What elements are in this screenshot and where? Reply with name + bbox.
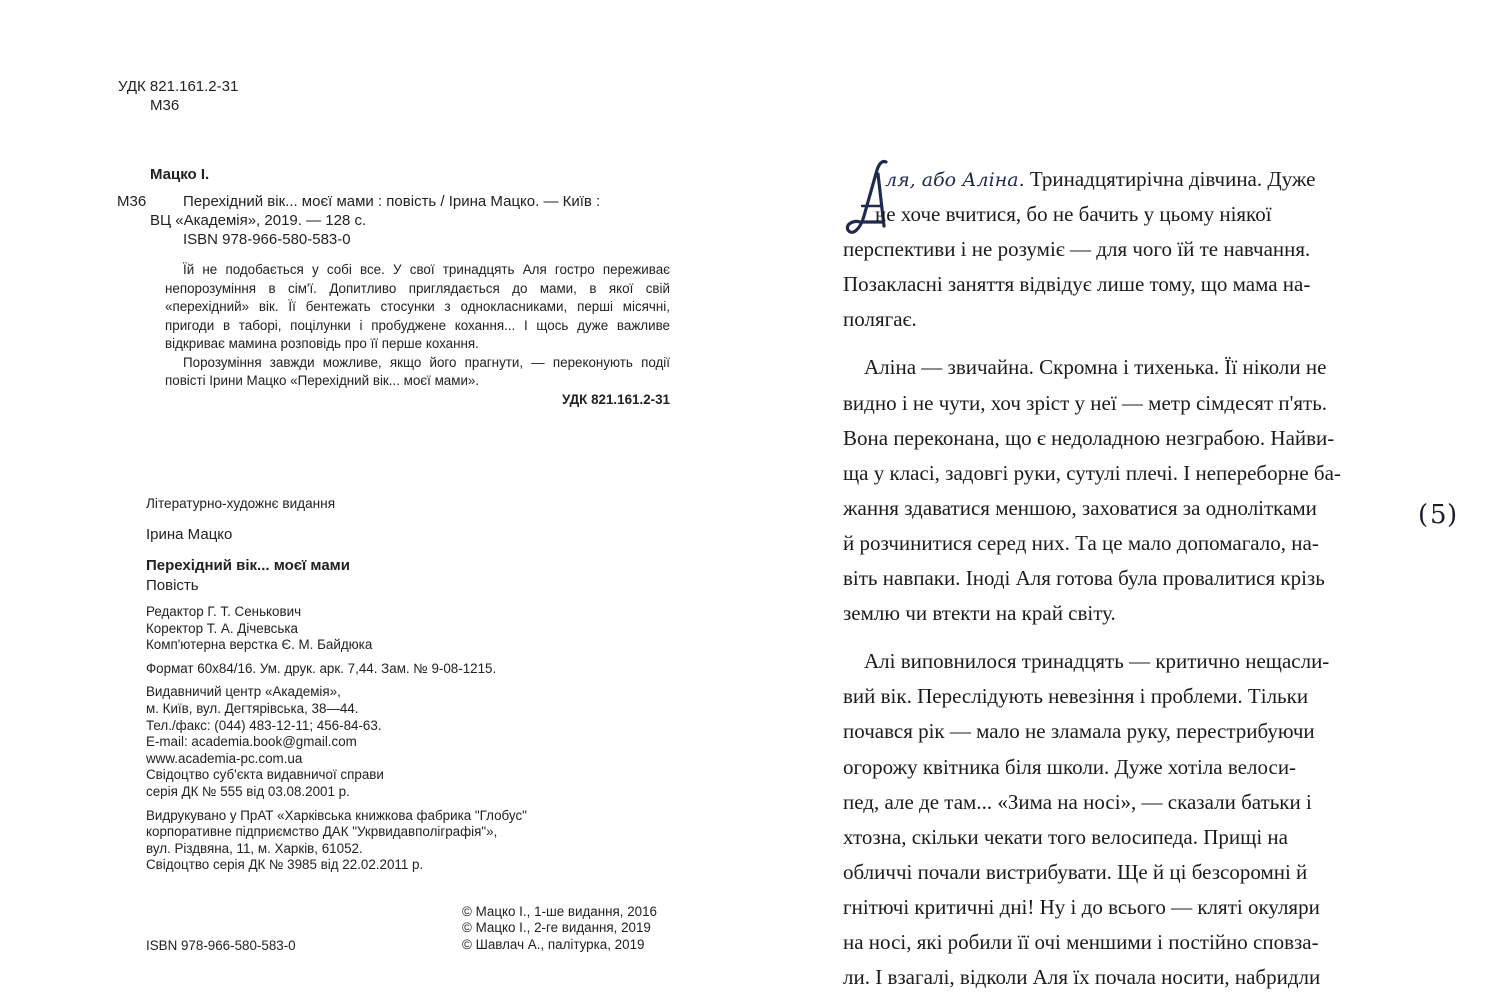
printer-line: Видрукувано у ПрАТ «Харківська книжкова фабрика "Глобус"	[146, 807, 527, 823]
text-line: на носі, які робили її очі меншими і постійно сповза-	[843, 929, 1319, 954]
format: Формат 60x84/16. Ум. друк. арк. 7,44. Зам. № 9-08-1215.	[146, 660, 497, 676]
imprint	[146, 604, 527, 874]
text-line: хтозна, скільки чекати того велосипеда. Прищі на	[843, 824, 1288, 849]
page-number: ( 5 )	[1418, 500, 1458, 530]
text-line: вий вік. Переслідують невезіння і проблеми. Тільки	[843, 684, 1309, 709]
text-line: видно і не чути, хоч зріст у неї — метр сімдесят п'ять.	[843, 390, 1328, 415]
book-title: Перехідний вік... моєї мами	[146, 557, 350, 574]
text-line: жання здаватися меншою, заховатися за однолітками	[843, 495, 1317, 520]
copyright-line: © Шавлач А., палітурка, 2019	[462, 936, 645, 952]
author-name: Ірина Мацко	[146, 526, 233, 543]
publisher-line: www.academia-pc.com.ua	[146, 750, 303, 766]
layout-credit: Комп'ютерна верстка Є. М. Байдюка	[146, 637, 373, 653]
proofreader: Коректор Т. А. Дічевська	[146, 620, 298, 636]
text-line: ли. І взагалі, відколи Аля їх почала носити, набридли	[843, 965, 1321, 990]
genre: Повість	[146, 577, 199, 594]
right-page	[743, 0, 1487, 1000]
annotation-paragraph: Їй не подобається у собі все. У свої тринадцять Аля гостро переживає непорозуміння в сім'ї. Допитливо приглядається до мами, в якої свій «перехідний» вік. Її бентежать стосунки з однокласниками, перші місячні, пригоди в таборі, поцілунки і пробуджене кохання... І щось дуже важливе відкриває мамина розповідь про її перше кохання.	[165, 262, 670, 351]
isbn-bottom: ISBN 978-966-580-583-0	[146, 938, 296, 953]
printer-line: вул. Різдвяна, 11, м. Харків, 61052.	[146, 840, 363, 856]
text-line: пед, але де там... «Зима на носі», — сказали батьки і	[843, 789, 1312, 814]
catalog-code: М36	[117, 193, 147, 210]
publisher-line: Тел./факс: (044) 483-12-11; 456-84-63.	[146, 717, 382, 733]
text-line: огорожу квітника біля школи. Дуже хотіла велоси-	[843, 754, 1297, 779]
text-line: обличчі почали вистрибувати. Ще й ці безсоромні й	[843, 859, 1308, 884]
copyright-line: © Мацко І., 2-ге видання, 2019	[462, 920, 651, 936]
catalog-line-2: ВЦ «Академія», 2019. — 128 с.	[150, 212, 367, 229]
text-line: почався рік — мало не зламала руку, перестрибуючи	[843, 719, 1315, 744]
editor: Редактор Г. Т. Сенькович	[146, 604, 302, 619]
text-line: гнітючі критичні дні! Ну і до всього — кляті окуляри	[843, 894, 1320, 919]
annotation-udk: УДК 821.161.2-31	[561, 391, 670, 407]
copyright-line: © Мацко І., 1-ше видання, 2016	[462, 904, 658, 919]
catalog-isbn: ISBN 978-966-580-583-0	[183, 231, 351, 248]
printer-line: корпоративне підприємство ДАК "Укрвидавполіграфія"»,	[146, 824, 498, 840]
left-page	[0, 0, 743, 1000]
text-line: не хоче вчитися, бо не бачить у цьому ніякої	[875, 202, 1272, 227]
text-line: Позакласні заняття відвідує лише тому, що мама на-	[843, 272, 1311, 297]
text-line: полягає.	[843, 307, 917, 332]
script-heading: ля, або Аліна.	[885, 169, 1025, 191]
printer-line: Свідоцтво серія ДК № 3985 від 22.02.2011 р.	[146, 857, 424, 873]
text-line: Алі виповнилося тринадцять — критично нещасли-	[864, 649, 1330, 674]
text-line: Вона переконана, що є недоладною незграбою. Найви-	[843, 425, 1335, 450]
story-text	[843, 162, 1487, 995]
text-line: ща у класі, задовгі руки, сутулі плечі. І непереборне ба-	[843, 460, 1341, 485]
publisher-line: Свідоцтво суб'єкта видавничої справи	[146, 767, 384, 783]
text-line: землю чи втекти на край світу.	[843, 601, 1116, 626]
printer-info	[146, 808, 527, 874]
code-top: М36	[150, 97, 180, 114]
page-number-value: 5	[1430, 500, 1447, 530]
text-line: перспективи і не розуміє — для чого їй те навчання.	[843, 237, 1311, 262]
annotation-paragraph: Порозуміння завжди можливе, якщо його прагнути, — переконують події повісті Ірини Мацко «Перехідний вік... моєї мами».	[165, 354, 670, 388]
copyright	[462, 904, 657, 953]
udk-top: УДК 821.161.2-31	[118, 78, 239, 95]
catalog-line-1: Перехідний вік... моєї мами : повість / Ірина Мацко. — Київ :	[183, 193, 601, 210]
annotation	[165, 261, 670, 409]
text-line: й розчинитися серед них. Та це мало допомагало, на-	[843, 530, 1319, 555]
publisher-info	[146, 684, 527, 800]
text-line: Аліна — звичайна. Скромна і тихенька. Її ніколи не	[864, 355, 1327, 380]
text-line: ля, або Аліна. Тринадцятирічна дівчина. Дуже	[885, 167, 1316, 191]
publisher-line: м. Київ, вул. Дегтярівська, 38—44.	[146, 700, 359, 716]
publisher-line: серія ДК № 555 від 03.08.2001 р.	[146, 783, 350, 799]
publisher-line: E-mail: academia.book@gmail.com	[146, 734, 357, 750]
text-line: віть навпаки. Іноді Аля готова була провалитися крізь	[843, 566, 1325, 591]
publisher-line: Видавничий центр «Академія»,	[146, 684, 341, 700]
edition-type: Літературно-художнє видання	[146, 496, 336, 511]
author-heading: Мацко І.	[150, 166, 210, 183]
